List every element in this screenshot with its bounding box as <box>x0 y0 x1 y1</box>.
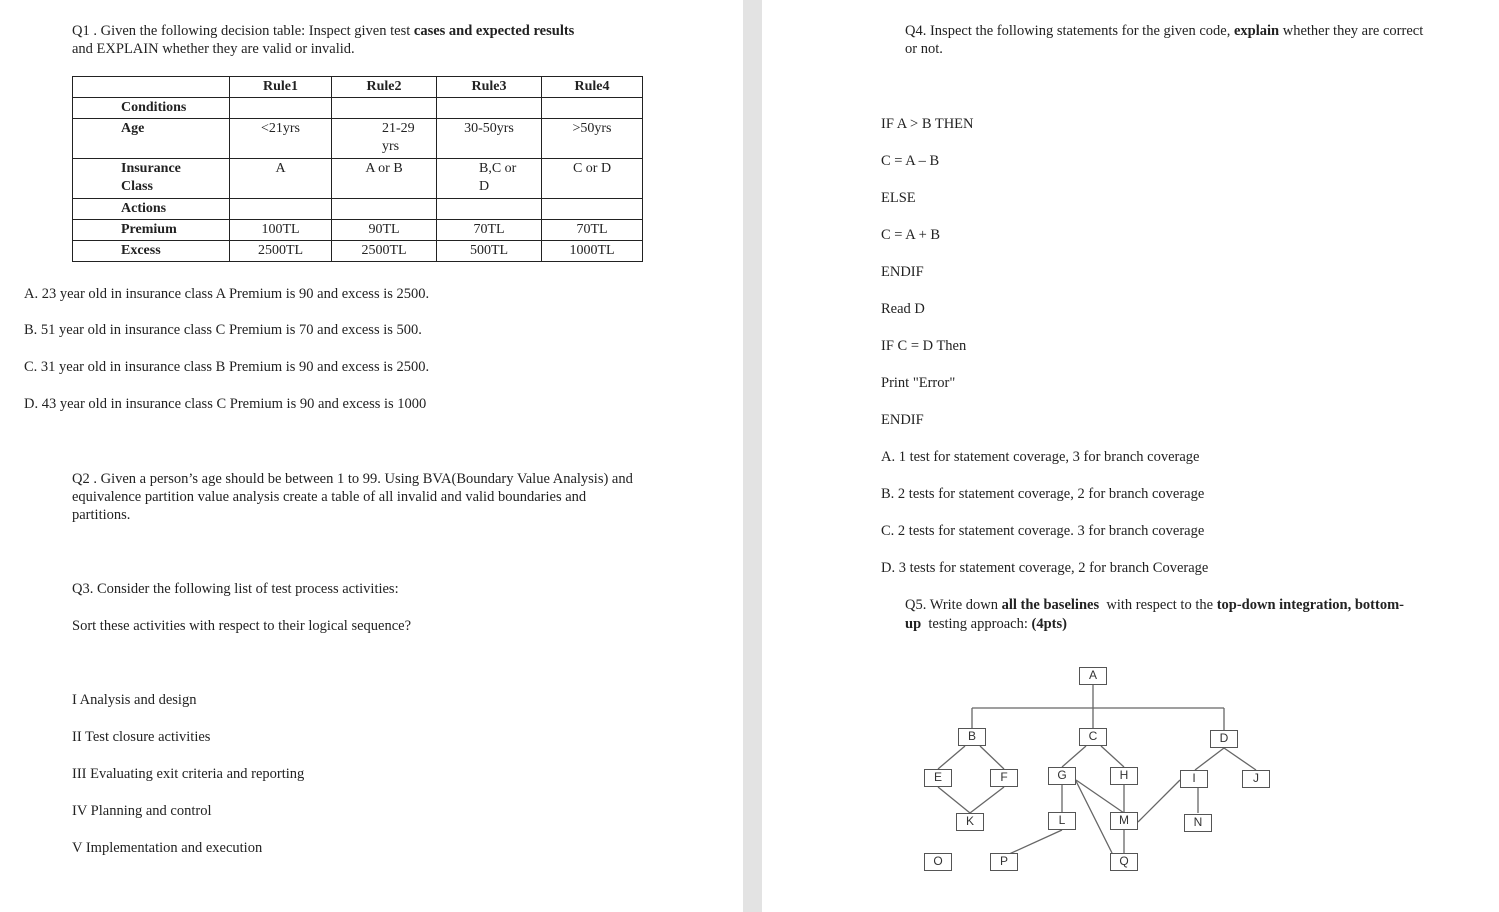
insurance-label: Insurance Class <box>121 161 181 194</box>
table-cell: <21yrs <box>230 119 332 159</box>
module-node: P <box>990 853 1018 871</box>
q1-option-c: C. 31 year old in insurance class B Premium is 90 and excess is 2500. <box>24 359 430 375</box>
table-corner <box>73 77 230 98</box>
conditions-label: Conditions <box>73 98 230 119</box>
table-cell: 1000TL <box>542 241 643 262</box>
q1-line1 <box>72 22 574 40</box>
table-cell: 21-29yrs <box>382 121 415 154</box>
module-node: A <box>1079 667 1107 685</box>
left-page <box>0 0 743 912</box>
module-node: K <box>956 813 984 831</box>
q4-option-d: D. 3 tests for statement coverage, 2 for branch Coverage <box>881 560 1209 576</box>
module-node: E <box>924 769 952 787</box>
module-node: F <box>990 769 1018 787</box>
table-cell: A or B <box>332 159 437 199</box>
code-line: ELSE <box>881 190 916 206</box>
table-cell: 2500TL <box>332 241 437 262</box>
module-node: B <box>958 728 986 746</box>
q3-line2: Sort these activities with respect to their logical sequence? <box>72 618 412 634</box>
q4-line2: or not. <box>905 41 943 57</box>
module-node: C <box>1079 728 1107 746</box>
q4-bold: explain <box>1233 23 1280 39</box>
module-node: M <box>1110 812 1138 830</box>
q1-line2: and EXPLAIN whether they are valid or invalid. <box>72 41 355 57</box>
q5-bold3: up <box>905 616 922 632</box>
table-header: Rule1 <box>230 77 332 98</box>
q3-item: II Test closure activities <box>72 729 211 745</box>
module-node: I <box>1180 770 1208 788</box>
table-header: Rule3 <box>437 77 542 98</box>
table-cell: 30-50yrs <box>437 119 542 159</box>
table-cell: 90TL <box>332 220 437 241</box>
module-node: G <box>1048 767 1076 785</box>
q2-text: Q2 . Given a person’s age should be between 1 to 99. Using BVA(Boundary Value Analysis) and equivalence partition value analysis create a table of all invalid and valid boundaries and partitions. <box>72 471 633 523</box>
q1-option-b: B. 51 year old in insurance class C Premium is 70 and excess is 500. <box>24 322 422 338</box>
table-cell: 100TL <box>230 220 332 241</box>
q5-bold1: all the baselines <box>1001 597 1100 613</box>
q1-prefix: Q1 . Given the following decision table: Inspect given test <box>72 23 414 39</box>
q4-option-b: B. 2 tests for statement coverage, 2 for branch coverage <box>881 486 1205 502</box>
table-cell: 70TL <box>437 220 542 241</box>
q3-item: IV Planning and control <box>72 803 212 819</box>
module-node: J <box>1242 770 1270 788</box>
q5-mid: with respect to the <box>1099 597 1217 613</box>
actions-label: Actions <box>73 199 230 220</box>
module-node: H <box>1110 767 1138 785</box>
q5-bold4: (4pts) <box>1031 616 1067 632</box>
code-line: ENDIF <box>881 412 924 428</box>
right-page <box>762 0 1499 912</box>
code-line: C = A + B <box>881 227 941 243</box>
code-line: ENDIF <box>881 264 924 280</box>
q1-bold: cases and expected results <box>413 23 575 39</box>
code-line: IF A > B THEN <box>881 116 974 132</box>
q4-prefix: Q4. Inspect the following statements for the given code, <box>905 23 1234 39</box>
excess-label: Excess <box>73 241 230 262</box>
code-line: C = A – B <box>881 153 940 169</box>
decision-table <box>72 76 643 262</box>
table-header: Rule2 <box>332 77 437 98</box>
code-line: IF C = D Then <box>881 338 967 354</box>
q5-bold2: top-down integration, bottom- <box>1216 597 1404 613</box>
table-cell: B,C or D <box>479 161 517 194</box>
q1-option-d: D. 43 year old in insurance class C Premium is 90 and excess is 1000 <box>24 396 427 412</box>
q3-item: III Evaluating exit criteria and reporting <box>72 766 305 782</box>
module-node: D <box>1210 730 1238 748</box>
q4-option-c: C. 2 tests for statement coverage. 3 for branch coverage <box>881 523 1205 539</box>
table-header: Rule4 <box>542 77 643 98</box>
table-cell: C or D <box>542 159 643 199</box>
q3-line1: Q3. Consider the following list of test process activities: <box>72 581 399 597</box>
age-label: Age <box>73 119 230 159</box>
table-cell: >50yrs <box>542 119 643 159</box>
module-node: Q <box>1110 853 1138 871</box>
table-cell: 500TL <box>437 241 542 262</box>
q1-option-a: A. 23 year old in insurance class A Premium is 90 and excess is 2500. <box>24 286 430 302</box>
page-gutter <box>743 0 762 912</box>
q3-item: V Implementation and execution <box>72 840 263 856</box>
module-node: O <box>924 853 952 871</box>
premium-label: Premium <box>73 220 230 241</box>
q4-suffix: whether they are correct <box>1279 23 1424 39</box>
q3-item: I Analysis and design <box>72 692 197 708</box>
module-node: L <box>1048 812 1076 830</box>
code-line: Read D <box>881 301 925 317</box>
module-node: N <box>1184 814 1212 832</box>
code-line: Print "Error" <box>881 375 956 391</box>
q5-mid2: testing approach: <box>921 616 1032 632</box>
table-cell: 2500TL <box>230 241 332 262</box>
table-cell: 70TL <box>542 220 643 241</box>
q5-prefix: Q5. Write down <box>905 597 1002 613</box>
table-cell: A <box>230 159 332 199</box>
q4-option-a: A. 1 test for statement coverage, 3 for branch coverage <box>881 449 1200 465</box>
